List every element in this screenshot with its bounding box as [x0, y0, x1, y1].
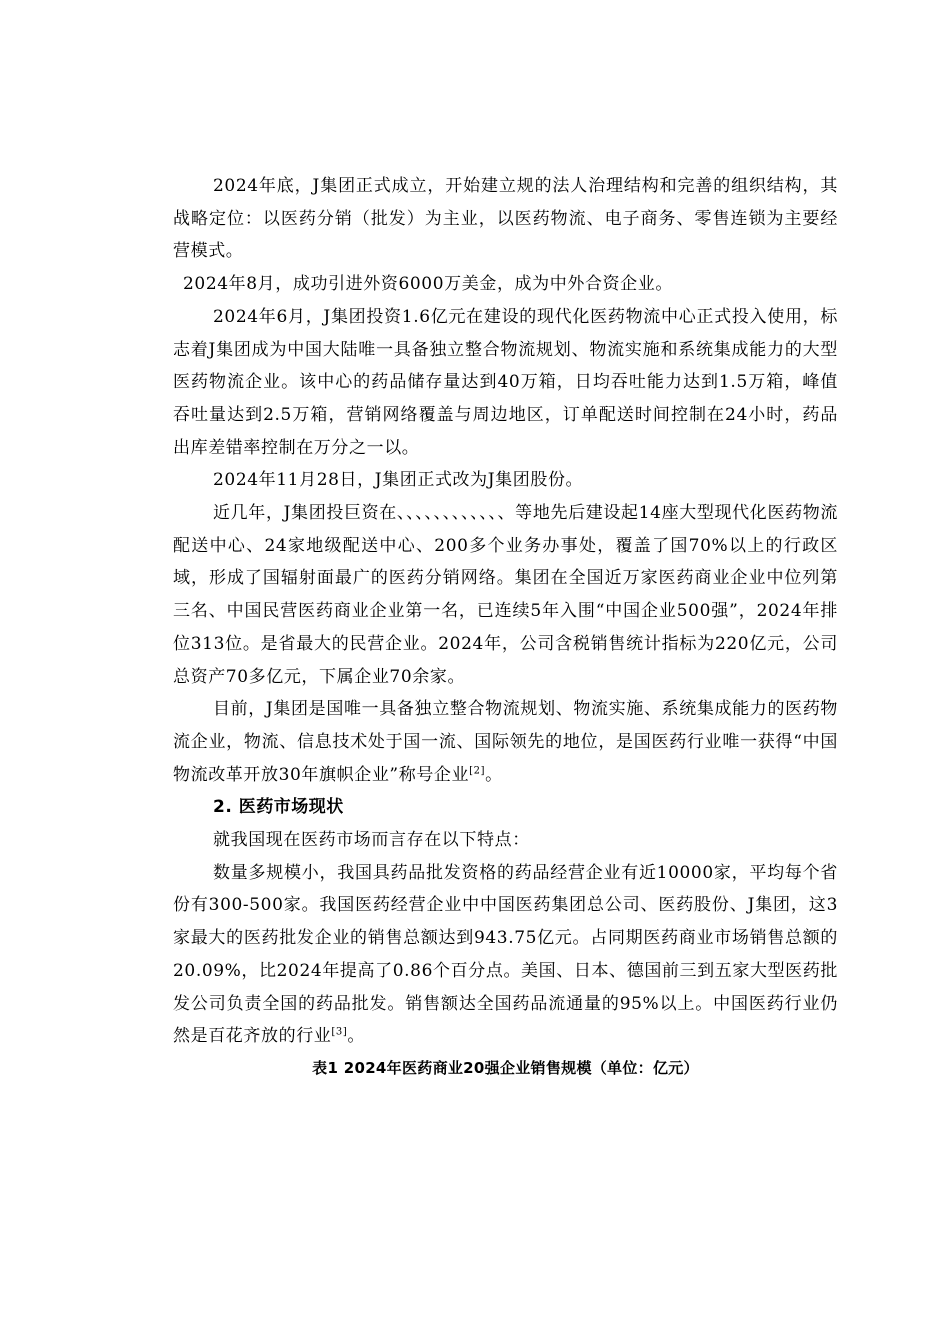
paragraph: 2024年8月，成功引进外资6000万美金，成为中外合资企业。 — [183, 274, 673, 295]
paragraph-text: 目前，J集团是国唯一具备独立整合物流规划、物流实施、系统集成能力的医药物流企业，物流、信息技术处于国一流、国际领先的地位，是国医药行业唯一获得“中国物流改革开放30年旗帜企业”称号企业 — [173, 699, 838, 785]
paragraph-end: 。 — [485, 764, 503, 785]
paragraph: 近几年，J集团投巨资在、、、、、、、、、、、、等地先后建设起14座大型现代化医药物流配送中心、24家地级配送中心、200多个业务办事处，覆盖了国70%以上的行政区域，形成了国辐射面最广的医药分销网络。集团在全国近万家医药商业企业中位列第三名、中国民营医药商业企业第一名，已连续5年入围“中国企业500强”，2024年排位313位。是省最大的民营企业。2024年，公司含税销售统计指标为220亿元，公司总资产70多亿元，下属企业70余家。 — [173, 503, 838, 687]
citation-ref: [3] — [331, 1026, 348, 1038]
citation-ref: [2] — [469, 765, 486, 776]
paragraph-text: 数量多规模小，我国具药品批发资格的药品经营企业有近10000家，平均每个省份有300-500家。我国医药经营企业中中国医药集团总公司、医药股份、J集团，这3家最大的医药批发企业的销售总额达到943.75亿元。占同期医药商业市场销售总额的20.09%，比2024年提高了0.86个百分点。美国、日本、德国前三到五家大型医药批发公司负责全国的药品批发。销售额达全国药品流通量的95%以上。中国医药行业仍然是百花齐放的行业 — [173, 862, 838, 1047]
paragraph: 2024年11月28日，J集团正式改为J集团股份。 — [213, 470, 584, 491]
section-heading: 2. 医药市场现状 — [213, 797, 344, 818]
paragraph: 2024年6月，J集团投资1.6亿元在建设的现代化医药物流中心正式投入使用，标志着J集团成为中国大陆唯一具备独立整合物流规划、物流实施和系统集成能力的大型医药物流企业。该中心的药品储存量达到40万箱，日均吞吐能力达到1.5万箱，峰值吞吐量达到2.5万箱，营销网络覆盖与周边地区，订单配送时间控制在24小时，药品出库差错率控制在万分之一以。 — [173, 306, 838, 458]
paragraph: 就我国现在医药市场而言存在以下特点： — [213, 830, 530, 851]
paragraph — [173, 857, 838, 1053]
paragraph-end: 。 — [347, 1026, 365, 1047]
paragraph: 2024年底，J集团正式成立，开始建立规的法人治理结构和完善的组织结构，其战略定位：以医药分销（批发）为主业，以医药物流、电子商务、零售连锁为主要经营模式。 — [173, 176, 838, 262]
paragraph — [173, 693, 838, 791]
table-caption: 表1 2024年医药商业20强企业销售规模（单位：亿元） — [312, 1058, 699, 1077]
document-body — [173, 170, 838, 1083]
